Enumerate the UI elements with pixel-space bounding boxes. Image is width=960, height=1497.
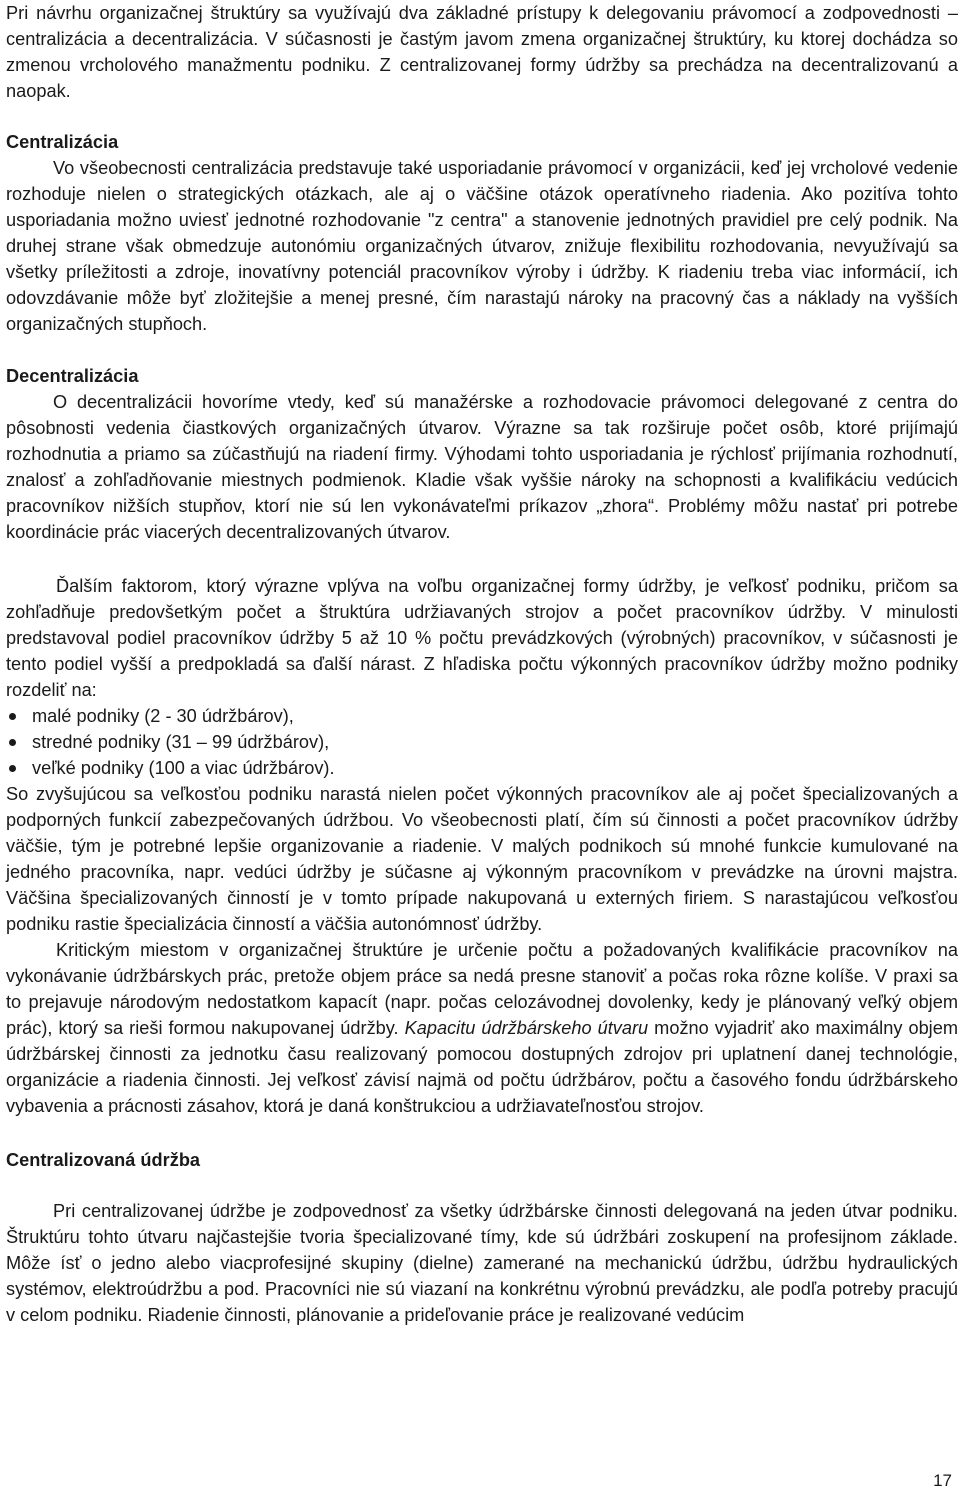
company-size-list bbox=[6, 703, 958, 781]
spacer bbox=[6, 545, 958, 573]
kriticke-paragraph bbox=[6, 937, 958, 1119]
list-item bbox=[6, 729, 958, 755]
list-item-text: stredné podniky (31 – 99 údržbárov), bbox=[32, 732, 330, 752]
bullet-icon bbox=[9, 713, 16, 720]
bullet-icon bbox=[9, 765, 16, 772]
intro-paragraph: Pri návrhu organizačnej štruktúry sa využívajú dva základné prístupy k delegovaniu právomocí a zodpovednosti – centralizácia a decentralizácia. V súčasnosti je častým javom zmena organizačnej štruktúry, ku ktorej dochádza so zmenou vrcholového manažmentu podniku. Z centralizovanej formy údržby sa prechádza na decentralizovanú a naopak. bbox=[6, 3, 958, 101]
kriticke-text-cont: možno vyjadriť ako maximálny objem údržbárskej činnosti za jednotku času realizovaný pomocou dostupných zdrojov pri uplatnení danej technológie, organizácie a riadenia činnosti. Jej veľkosť závisí najmä od počtu údržbárov, počtu a časového fondu údržbárskeho vybavenia a prácnosti zásahov, ktorá je daná konštrukciou a udržiavateľnosťou strojov. bbox=[6, 1018, 958, 1116]
spacer bbox=[6, 1119, 958, 1147]
heading-centralizacia: Centralizácia bbox=[6, 132, 119, 152]
kapacita-term: Kapacitu údržbárskeho útvaru bbox=[404, 1018, 649, 1038]
list-item bbox=[6, 755, 958, 781]
list-item-text: veľké podniky (100 a viac údržbárov). bbox=[32, 758, 335, 778]
kriticke-text: Kritickým miestom v organizačnej štruktúre je určenie počtu a požadovaných kvalifikácie pracovníkov na vykonávanie údržbárskych prác, pretože objem práce sa nedá presne stanoviť a počas roka rôzne kolíše. V praxi sa to prejavuje národovým nedostatkom kapacít (napr. počas celozávodnej dovolenky, kedy je plánovaný veľký objem prác), ktorý sa rieši formou nakupovanej údržby. bbox=[6, 940, 958, 1038]
list-item bbox=[6, 703, 958, 729]
list-item-text: malé podniky (2 - 30 údržbárov), bbox=[32, 706, 294, 726]
bullet-icon bbox=[9, 739, 16, 746]
page-number: 17 bbox=[933, 1471, 952, 1490]
spacer bbox=[6, 1173, 958, 1198]
document-page bbox=[6, 0, 958, 1328]
decentralizacia-paragraph: O decentralizácii hovoríme vtedy, keď sú manažérske a rozhodovacie právomoci delegované z centra do pôsobnosti vedenia čiastkových organizačných útvarov. Výrazne sa tak rozširuje počet osôb, ktoré prijímajú rozhodnutia a priamo sa zúčastňujú na riadení firmy. Výhodami tohto usporiadania je rýchlosť prijímania rozhodnutí, znalosť a zohľadňovanie miestnych podmienok. Kladie však vyššie nároky na schopnosti a kvalifikáciu vedúcich pracovníkov nižších stupňov, ktorí nie sú len vykonávateľmi príkazov „zhora“. Problémy môžu nastať pri potrebe koordinácie prác viacerých decentralizovaných útvarov. bbox=[6, 392, 958, 542]
centralizacia-paragraph: Vo všeobecnosti centralizácia predstavuje také usporiadanie právomocí v organizácii, keď jej vrcholové vedenie rozhoduje nielen o strategických otázkach, ale aj o väčšine otázok operatívneho riadenia. Ako pozitíva tohto usporiadania možno uviesť jednotné rozhodovanie "z centra" a stanovenie jednotných pravidiel pre celý podnik. Na druhej strane však obmedzuje autonómiu organizačných útvarov, znižuje flexibilitu rozhodovania, nevyužívajú sa všetky príležitosti a zdroje, inovatívny potenciál pracovníkov výroby i údržby. K riadeniu treba viac informácií, ich odovzdávanie môže byť zložitejšie a menej presné, čím narastajú nároky na pracovný čas a náklady na vyšších organizačných stupňoch. bbox=[6, 158, 958, 334]
spacer bbox=[6, 337, 958, 363]
heading-decentralizacia: Decentralizácia bbox=[6, 366, 139, 386]
faktor-paragraph: Ďalším faktorom, ktorý výrazne vplýva na voľbu organizačnej formy údržby, je veľkosť podniku, pričom sa zohľadňuje predovšetkým počet a štruktúra udržiavaných strojov a počet pracovníkov údržby. V minulosti predstavoval podiel pracovníkov údržby 5 až 10 % počtu prevádzkových (výrobných) pracovníkov, v súčasnosti je tento podiel vyšší a predpokladá sa ďalší nárast. Z hľadiska počtu výkonných pracovníkov údržby možno podniky rozdeliť na: bbox=[6, 576, 958, 700]
centralizovana-paragraph: Pri centralizovanej údržbe je zodpovednosť za všetky údržbárske činnosti delegovaná na jeden útvar podniku. Štruktúru tohto útvaru najčastejšie tvoria špecializované tímy, kde sú údržbári zoskupení na profesijnom základe. Môže ísť o jedno alebo viacprofesijné skupiny (dielne) zamerané na mechanickú údržbu, údržbu hydraulických systémov, elektroúdržbu a pod. Pracovníci nie sú viazaní na konkrétnu výrobnú prevádzku, ale podľa potreby pracujú v celom podniku. Riadenie činnosti, plánovanie a prideľovanie práce je realizované vedúcim bbox=[6, 1201, 958, 1325]
heading-centralizovana-udrzba: Centralizovaná údržba bbox=[6, 1150, 201, 1170]
spacer bbox=[6, 104, 958, 129]
velkost-paragraph: So zvyšujúcou sa veľkosťou podniku narastá nielen počet výkonných pracovníkov ale aj počet špecializovaných a podporných funkcií zabezpečovaných údržbou. Vo všeobecnosti platí, čím sú činnosti a počet pracovníkov údržby väčšie, tým je potrebné lepšie organizovanie a riadenie. V malých podnikoch sú mnohé funkcie kumulované na jedného pracovníka, napr. vedúci údržby je súčasne aj výkonným pracovníkom v prevádzke na úrovni majstra. Väčšina špecializovaných činností je v tomto prípade nakupovaná u externých firiem. S narastajúcou veľkosťou podniku rastie špecializácia činností a väčšia autonómnosť údržby. bbox=[6, 784, 958, 934]
